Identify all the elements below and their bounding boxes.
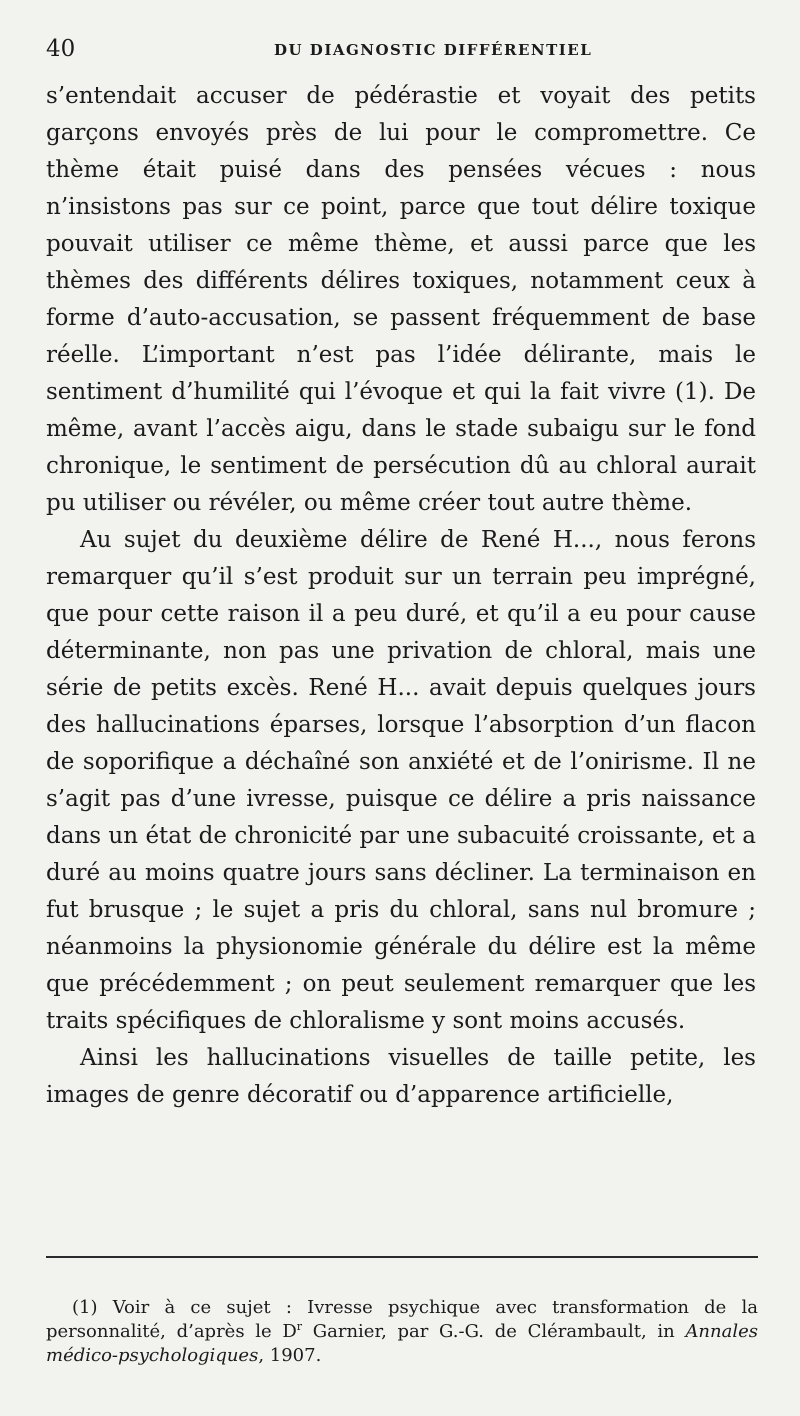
footnote-divider (46, 1256, 758, 1258)
paragraph-2: Au sujet du deuxième délire de René H..., nous ferons remarquer qu’il s’est produit sur un terrain peu imprégné, que pour cette raison il a peu duré, et qu’il a eu pour cause déterminante, non pas une privation de chloral, mais une série de petits excès. René H... avait depuis quelques jours des hallucinations éparses, lorsque l’absorption d’un flacon de soporifique a déchaîné son anxiété et de l’onirisme. Il ne s’agit pas d’une ivresse, puisque ce délire a pris naissance dans un état de chronicité par une subacuité croissante, et a duré au moins quatre jours sans décliner. La terminaison en fut brusque ; le sujet a pris du chloral, sans nul bromure ; néanmoins la physionomie générale du délire est la même que précédemment ; on peut seulement remarquer que les traits spécifiques de chloralisme y sont moins accusés. (46, 527, 756, 1034)
footnote-text-1: (1) Voir à ce sujet : Ivresse psychique avec transformation de la personnalité, d’après le D (46, 1297, 758, 1342)
page-number: 40 (46, 36, 76, 62)
main-text (46, 78, 756, 1114)
footnote-text-2: Garnier, par G.-G. de Clérambault, in (302, 1321, 686, 1342)
paragraph-3: Ainsi les hallucinations visuelles de taille petite, les images de genre décoratif ou d’apparence artificielle, (46, 1045, 756, 1108)
page-header (46, 34, 754, 70)
footnote-journal-title: Annales médico-psychologiques (46, 1321, 758, 1366)
footnote-superscript: r (296, 1320, 303, 1333)
paragraph-1: s’entendait accuser de pédérastie et voyait des petits garçons envoyés près de lui pour le compromettre. Ce thème était puisé dans des pensées vécues : nous n’insistons pas sur ce point, parce que tout délire toxique pouvait utiliser ce même thème, et aussi parce que les thèmes des différents délires toxiques, notamment ceux à forme d’auto-accusation, se passent fréquemment de base réelle. L’important n’est pas l’idée délirante, mais le sentiment d’humilité qui l’évoque et qui la fait vivre (1). De même, avant l’accès aigu, dans le stade subaigu sur le fond chronique, le sentiment de persécution dû au chloral aurait pu utiliser ou révéler, ou même créer tout autre thème. (46, 83, 756, 516)
running-head: DU DIAGNOSTIC DIFFÉRENTIEL (274, 41, 593, 59)
footnote (46, 1296, 758, 1368)
footnote-text-3: , 1907. (258, 1345, 322, 1366)
